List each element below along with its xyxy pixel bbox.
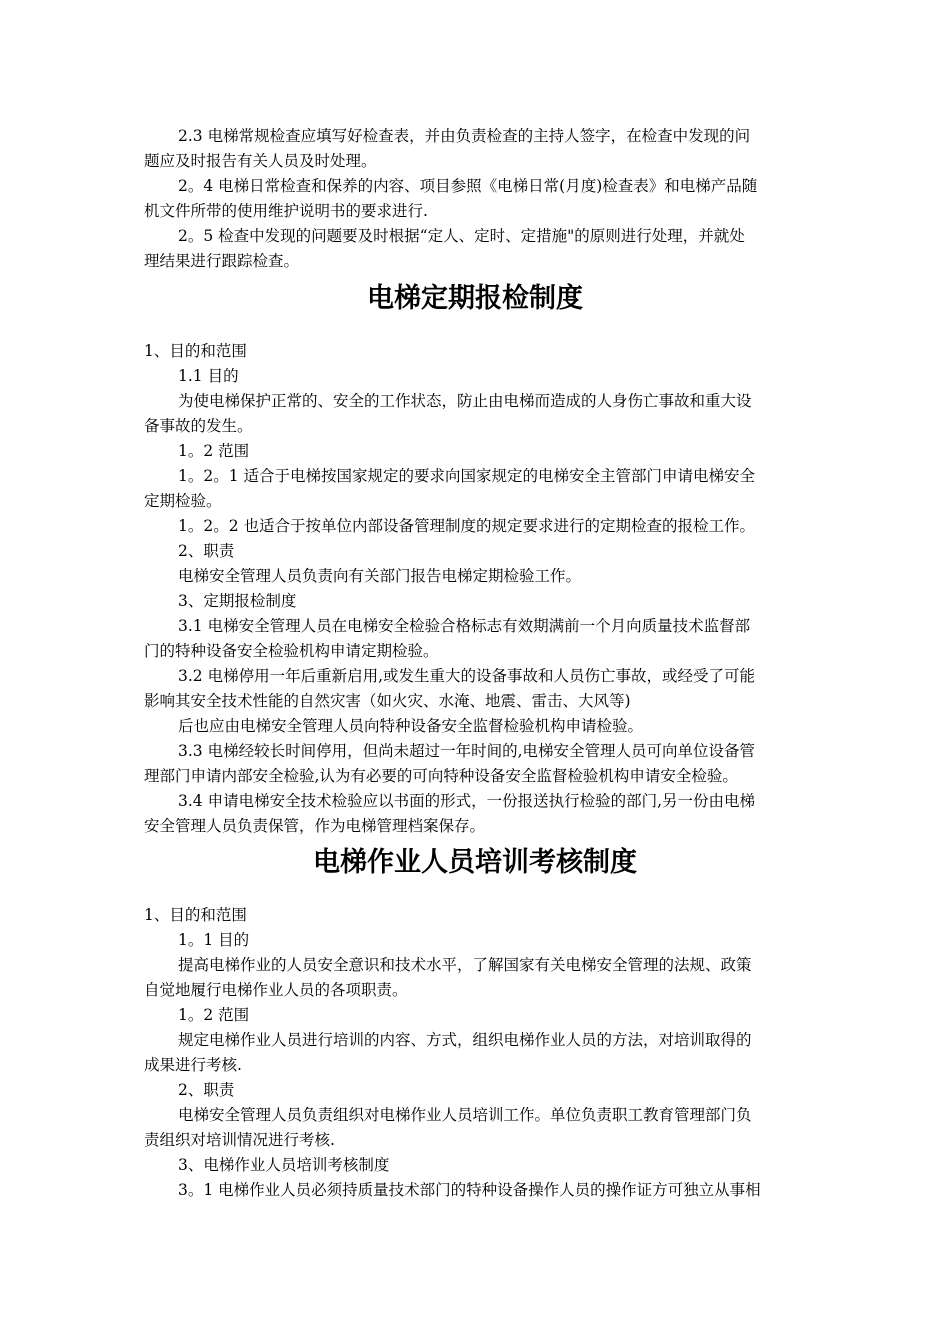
subsection-heading: 1。1 目的 xyxy=(178,931,250,949)
paragraph-line: 1。2。2 也适合于按单位内部设备管理制度的规定要求进行的定期检查的报检工作。 xyxy=(178,517,756,535)
subsection-heading: 1。2 范围 xyxy=(178,1006,250,1024)
paragraph-line: 2。5 检查中发现的问题要及时根据“定人、定时、定措施"的原则进行处理，并就处 xyxy=(178,227,745,245)
paragraph-line: 电梯安全管理人员负责向有关部门报告电梯定期检验工作。 xyxy=(178,567,582,585)
section-heading: 3、定期报检制度 xyxy=(178,592,297,610)
paragraph-line: 机文件所带的使用维护说明书的要求进行. xyxy=(144,202,428,220)
paragraph-line: 2。4 电梯日常检查和保养的内容、项目参照《电梯日常(月度)检查表》和电梯产品随 xyxy=(178,177,758,195)
paragraph-line: 提高电梯作业的人员安全意识和技术水平，了解国家有关电梯安全管理的法规、政策 xyxy=(178,956,752,974)
paragraph-line: 安全管理人员负责保管，作为电梯管理档案保存。 xyxy=(144,817,486,835)
section-heading: 2、职责 xyxy=(178,542,235,560)
paragraph-line: 3.1 电梯安全管理人员在电梯安全检验合格标志有效期满前一个月向质量技术监督部 xyxy=(178,617,751,635)
paragraph-line: 题应及时报告有关人员及时处理。 xyxy=(144,152,377,170)
paragraph-line: 电梯安全管理人员负责组织对电梯作业人员培训工作。单位负责职工教育管理部门负 xyxy=(178,1106,752,1124)
paragraph-line: 责组织对培训情况进行考核. xyxy=(144,1131,335,1149)
section-heading: 3、电梯作业人员培训考核制度 xyxy=(178,1156,390,1174)
subsection-heading: 1。2 范围 xyxy=(178,442,250,460)
paragraph-line: 为使电梯保护正常的、安全的工作状态，防止由电梯而造成的人身伤亡事故和重大设 xyxy=(178,392,752,410)
section-title: 电梯定期报检制度 xyxy=(367,283,583,314)
paragraph-line: 定期检验。 xyxy=(144,492,222,510)
paragraph-line: 2.3 电梯常规检查应填写好检查表，并由负责检查的主持人签字，在检查中发现的问 xyxy=(178,127,751,145)
paragraph-line: 规定电梯作业人员进行培训的内容、方式，组织电梯作业人员的方法，对培训取得的 xyxy=(178,1031,752,1049)
section-heading: 1、目的和范围 xyxy=(144,342,247,360)
paragraph-line: 备事故的发生。 xyxy=(144,417,253,435)
subsection-heading: 1.1 目的 xyxy=(178,367,239,385)
paragraph-line: 3。1 电梯作业人员必须持质量技术部门的特种设备操作人员的操作证方可独立从事相 xyxy=(178,1181,761,1199)
section-heading: 1、目的和范围 xyxy=(144,906,247,924)
paragraph-line: 1。2。1 适合于电梯按国家规定的要求向国家规定的电梯安全主管部门申请电梯安全 xyxy=(178,467,756,485)
paragraph-line: 自觉地履行电梯作业人员的各项职责。 xyxy=(144,981,408,999)
paragraph-line: 3.4 申请电梯安全技术检验应以书面的形式，一份报送执行检验的部门,另一份由电梯 xyxy=(178,792,756,810)
paragraph-line: 3.2 电梯停用一年后重新启用,或发生重大的设备事故和人员伤亡事故，或经受了可能 xyxy=(178,667,756,685)
paragraph-line: 成果进行考核. xyxy=(144,1056,242,1074)
paragraph-line: 后也应由电梯安全管理人员向特种设备安全监督检验机构申请检验。 xyxy=(178,717,644,735)
section-heading: 2、职责 xyxy=(178,1081,235,1099)
section-title: 电梯作业人员培训考核制度 xyxy=(313,847,637,878)
paragraph-line: 影响其安全技术性能的自然灾害（如火灾、水淹、地震、雷击、大风等) xyxy=(144,692,631,710)
paragraph-line: 3.3 电梯经较长时间停用，但尚未超过一年时间的,电梯安全管理人员可向单位设备管 xyxy=(178,742,756,760)
paragraph-line: 门的特种设备安全检验机构申请定期检验。 xyxy=(144,642,439,660)
paragraph-line: 理部门申请内部安全检验,认为有必要的可向特种设备安全监督检验机构申请安全检验。 xyxy=(144,767,738,785)
paragraph-line: 理结果进行跟踪检查。 xyxy=(144,252,300,270)
